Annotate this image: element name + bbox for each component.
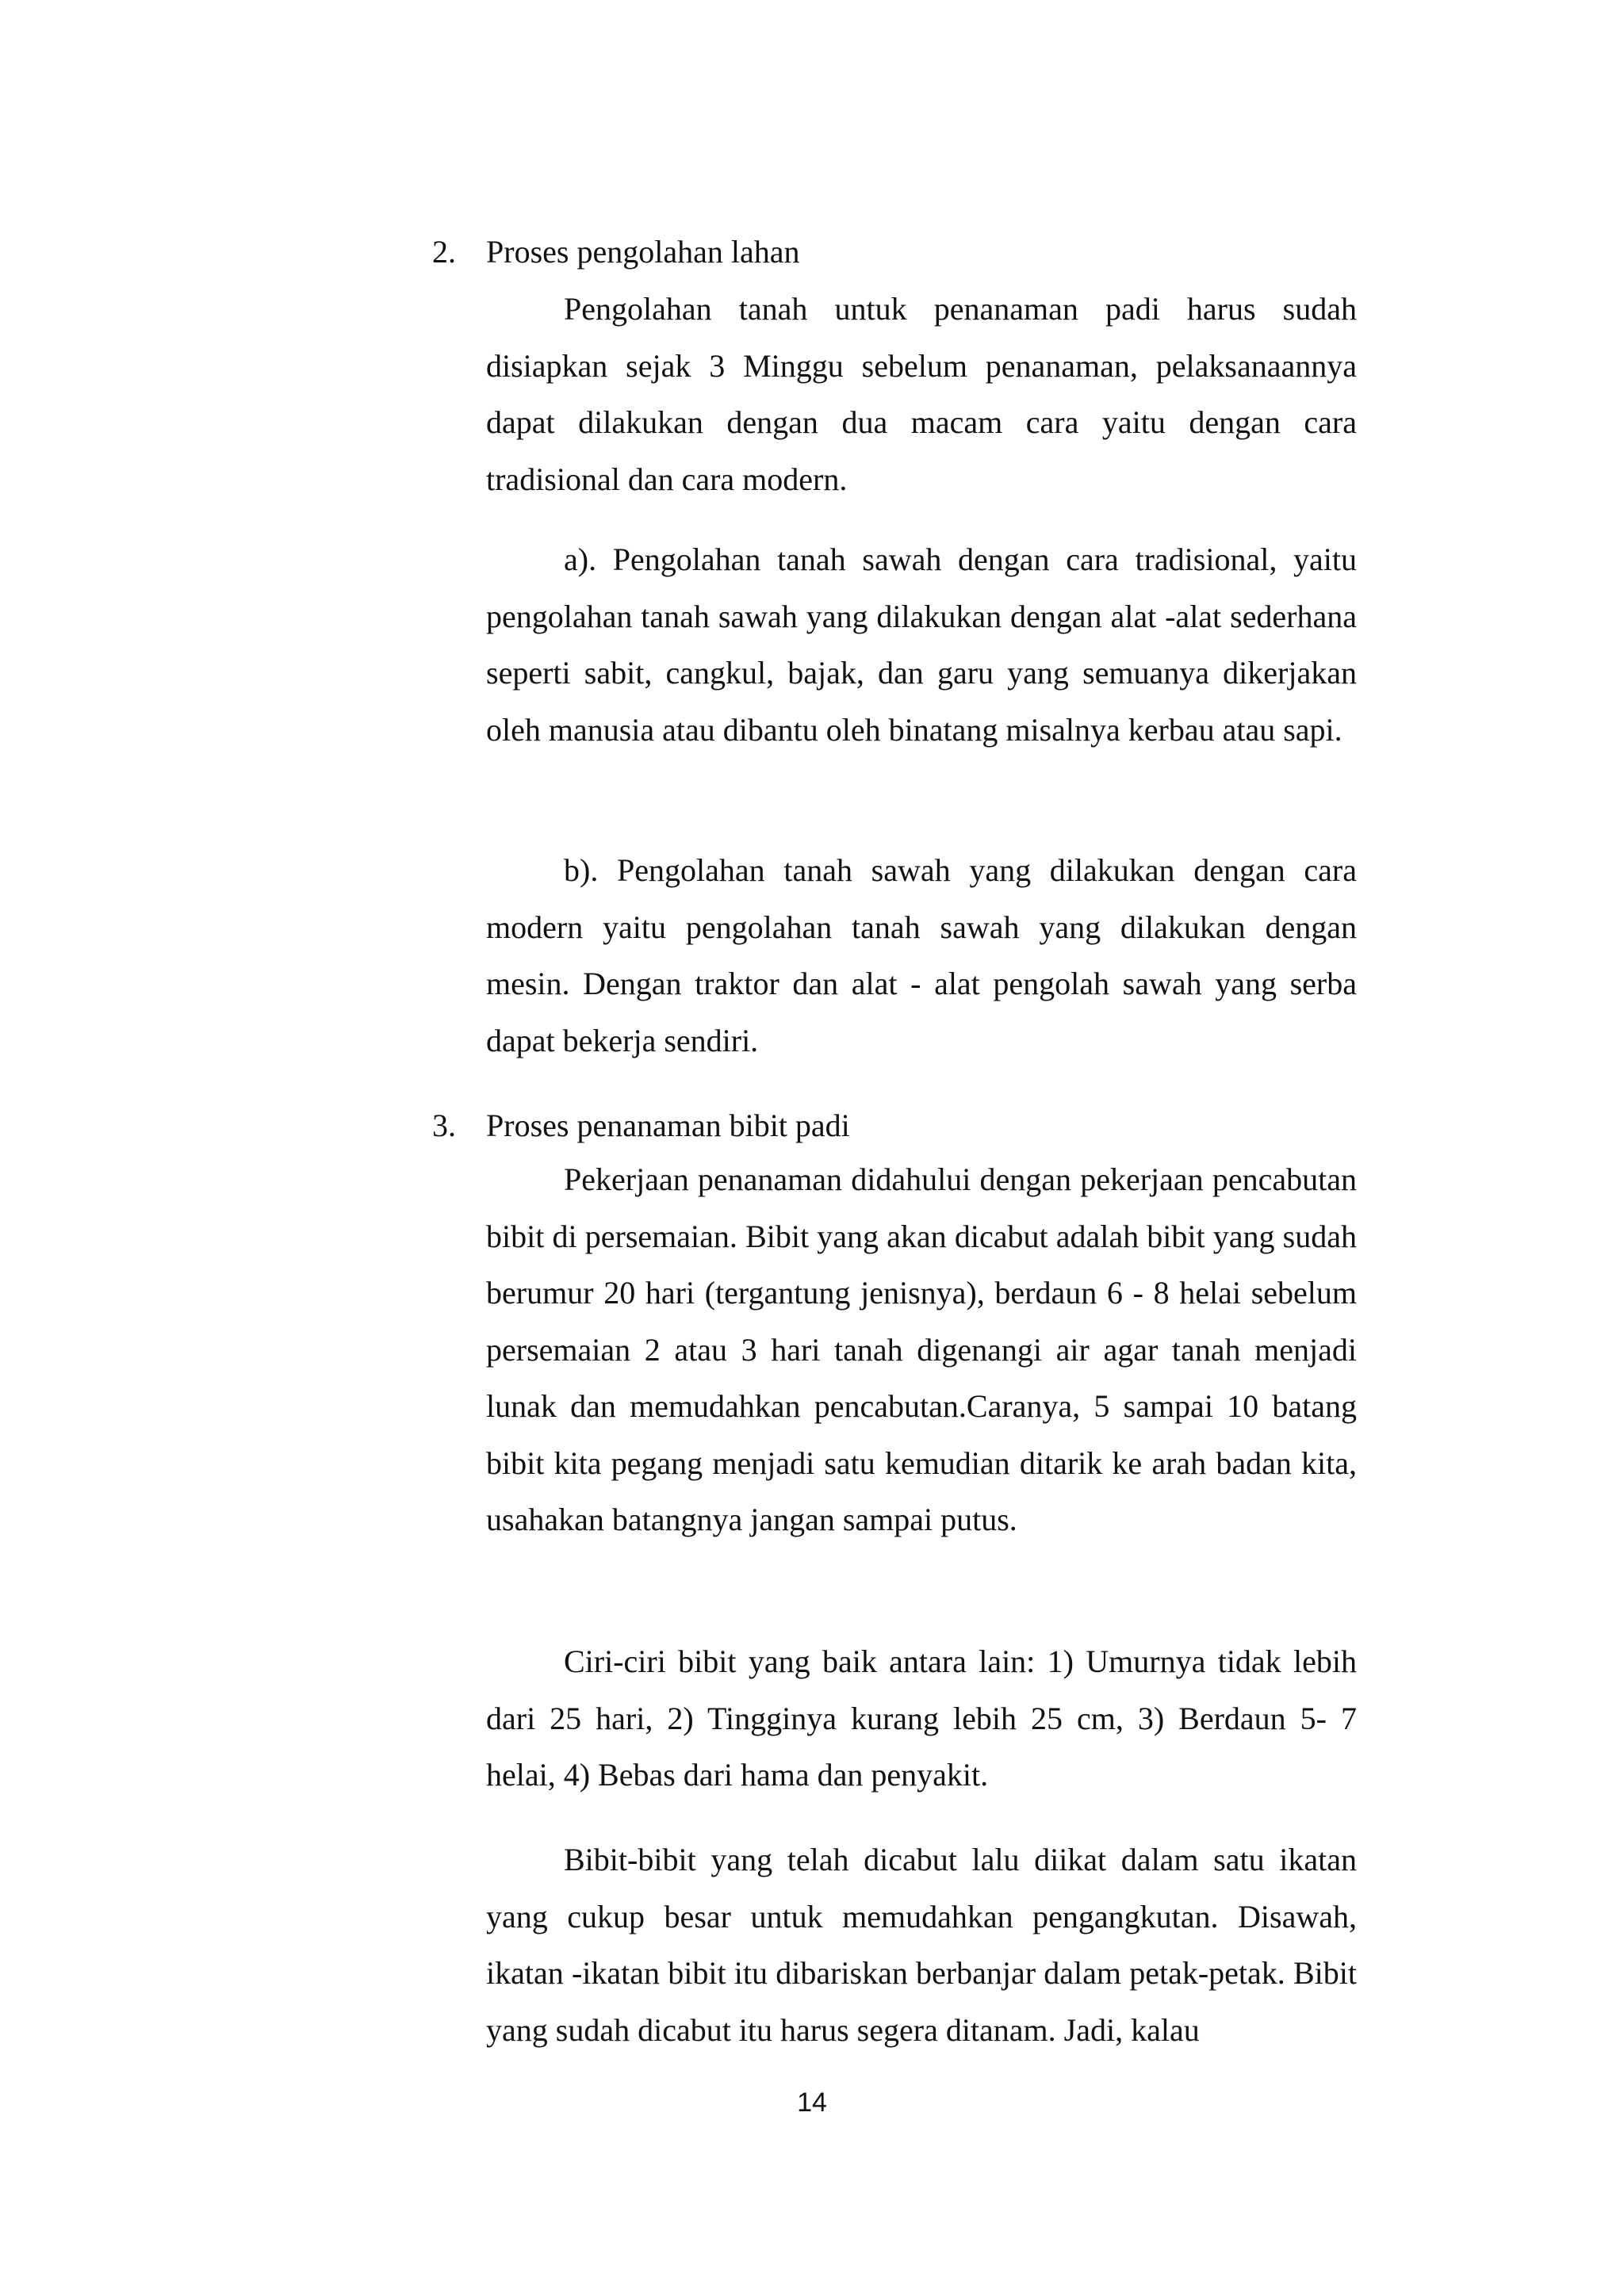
paragraph-seedling-pulling: Pekerjaan penanaman didahului dengan pekerjaan pencabutan bibit di persemaian. Bibit yang akan dicabut adalah bibit yang sudah berumur 20 hari (tergantung jenisnya), berdaun 6 - 8 helai sebelum persemaian 2 atau 3 hari tanah digenangi air agar tanah menjadi lunak dan memudahkan pencabutan.Caranya, 5 sampai 10 batang bibit kita pegang menjadi satu kemudian ditarik ke arah badan kita, usahakan batangnya jangan sampai putus. — [486, 1161, 1357, 1537]
paragraph-land-preparation-intro: Pengolahan tanah untuk penanaman padi harus sudah disiapkan sejak 3 Minggu sebelum penanaman, pelaksanaannya dapat dilakukan dengan dua macam cara yaitu dengan cara tradisional dan cara modern. — [486, 291, 1357, 497]
page-number: 14 — [797, 2087, 827, 2118]
section-title: Proses penanaman bibit padi — [486, 1108, 850, 1143]
section-title: Proses pengolahan lahan — [486, 234, 800, 270]
paragraph-traditional-method: a). Pengolahan tanah sawah dengan cara tradisional, yaitu pengolahan tanah sawah yang dilakukan dengan alat -alat sederhana seperti sabit, cangkul, bajak, dan garu yang semuanya dikerjakan oleh manusia atau dibantu oleh binatang misalnya kerbau atau sapi. — [486, 541, 1357, 748]
paragraph-seedling-bundling: Bibit-bibit yang telah dicabut lalu diikat dalam satu ikatan yang cukup besar untuk memudahkan pengangkutan. Disawah, ikatan -ikatan bibit itu dibariskan berbanjar dalam petak-petak. Bibit yang sudah dicabut itu harus segera ditanam. Jadi, kalau — [486, 1842, 1357, 2048]
section-number: 3. — [432, 1108, 456, 1143]
paragraph-modern-method: b). Pengolahan tanah sawah yang dilakukan dengan cara modern yaitu pengolahan tanah sawah yang dilakukan dengan mesin. Dengan traktor dan alat - alat pengolah sawah yang serba dapat bekerja sendiri. — [486, 852, 1357, 1058]
paragraph-good-seedling-traits: Ciri-ciri bibit yang baik antara lain: 1) Umurnya tidak lebih dari 25 hari, 2) Tingginya kurang lebih 25 cm, 3) Berdaun 5- 7 helai, 4) Bebas dari hama dan penyakit. — [486, 1644, 1357, 1793]
section-number: 2. — [432, 234, 456, 270]
